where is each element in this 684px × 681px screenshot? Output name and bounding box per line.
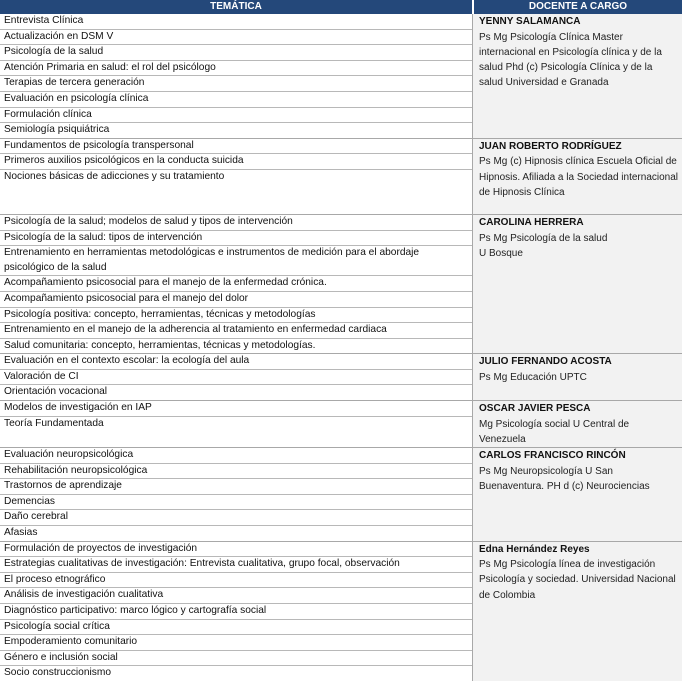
teacher-name: YENNY SALAMANCA (479, 16, 581, 27)
topics-cell (0, 542, 473, 681)
teacher-cell (473, 215, 682, 353)
topic-row: Primeros auxilios psicológicos en la conducta suicida (0, 154, 472, 170)
header-docente: DOCENTE A CARGO (528, 1, 628, 12)
topic-row: Acompañamiento psicosocial para el manejo del dolor (0, 292, 472, 308)
table-group (0, 448, 682, 542)
table-group (0, 14, 682, 139)
topics-cell (0, 215, 473, 353)
topic-row: Actualización en DSM V (0, 30, 472, 46)
teacher-credentials: Ps Mg Psicología de la salud U Bosque (479, 232, 608, 259)
topic-row: Psicología de la salud: tipos de intervención (0, 231, 472, 247)
teacher-cell (473, 354, 682, 400)
topic-row: Semiología psiquiátrica (4, 124, 110, 136)
topic-row: Valoración de CI (0, 370, 472, 386)
topics-cell (0, 354, 473, 400)
table-group (0, 139, 682, 215)
topic-row: El proceso etnográfico (0, 573, 472, 589)
topic-row: Salud comunitaria: concepto, herramientas, técnicas y metodologías. (4, 339, 316, 351)
topic-row: Evaluación neuropsicológica (0, 448, 472, 464)
header-tematica: TEMÁTICA (0, 0, 474, 14)
topic-row: Género e inclusión social (0, 651, 472, 667)
teacher-name: CAROLINA HERRERA (479, 216, 584, 228)
topic-row: Psicología social crítica (0, 620, 472, 636)
topic-row: Afasias (4, 527, 38, 539)
topic-row: Formulación clínica (0, 108, 472, 124)
table-group (0, 215, 682, 354)
teacher-credentials: Ps Mg Educación UPTC (479, 371, 587, 383)
topic-row: Formulación de proyectos de investigación (0, 542, 472, 558)
topics-cell (0, 139, 473, 214)
teacher-name: OSCAR JAVIER PESCA (479, 403, 591, 415)
topic-row: Trastornos de aprendizaje (0, 479, 472, 495)
topic-row: Orientación vocacional (4, 386, 108, 398)
topic-row: Psicología positiva: concepto, herramientas, técnicas y metodologías (0, 308, 472, 324)
teacher-name: Edna Hernández Reyes (479, 543, 590, 555)
table-group (0, 354, 682, 401)
topic-row: Evaluación en psicología clínica (0, 92, 472, 108)
teacher-credentials: Ps Mg Psicología Clínica Master internacional en Psicología clínica y de la salud Phd (c) Psicología Clínica y de la salud Universidad e Granada (479, 31, 662, 89)
table-group (0, 542, 682, 681)
topic-row: Estrategias cualitativas de investigación: Entrevista cualitativa, grupo focal, observación (0, 557, 472, 573)
topic-row: Entrenamiento en el manejo de la adherencia al tratamiento en enfermedad cardiaca (0, 323, 472, 339)
topic-row: Terapias de tercera generación (0, 76, 472, 92)
topic-row: Teoría Fundamentada (4, 417, 104, 429)
table-header (0, 0, 682, 14)
topic-row: Entrenamiento en herramientas metodológicas e instrumentos de medición para el abordaje psicológico de la salud (0, 246, 472, 276)
topic-row: Demencias (0, 495, 472, 511)
teacher-credentials: Ps Mg (c) Hipnosis clínica Escuela Oficial de Hipnosis. Afiliada a la Sociedad internacional de Hipnosis Clínica (479, 156, 679, 198)
teacher-cell (473, 401, 682, 447)
topic-row: Evaluación en el contexto escolar: la ecología del aula (0, 354, 472, 370)
topic-row: Modelos de investigación en IAP (0, 401, 472, 417)
topic-row: Rehabilitación neuropsicológica (0, 464, 472, 480)
topic-row: Socio construccionismo (4, 667, 112, 679)
topic-row: Acompañamiento psicosocial para el manejo de la enfermedad crónica. (0, 276, 472, 292)
topics-cell (0, 401, 473, 447)
teacher-credentials: Ps Mg Neuropsicología U San Buenaventura. PH d (c) Neurociencias (479, 465, 650, 492)
topics-cell (0, 448, 473, 541)
teacher-credentials: Ps Mg Psicología línea de investigación Psicología y sociedad. Universidad Nacional de Colombia (479, 559, 676, 601)
teacher-credentials: Mg Psicología social U Central de Venezuela (479, 418, 630, 445)
topic-row: Fundamentos de psicología transpersonal (0, 139, 472, 155)
teacher-name: JUAN ROBERTO RODRÍGUEZ (479, 140, 622, 152)
topic-row: Daño cerebral (0, 510, 472, 526)
topic-row: Entrevista Clínica (0, 14, 472, 30)
topic-row: Psicología de la salud (0, 45, 472, 61)
topic-row: Análisis de investigación cualitativa (0, 588, 472, 604)
teacher-name: CARLOS FRANCISCO RINCÓN (479, 450, 626, 462)
table-group (0, 401, 682, 448)
topic-row: Diagnóstico participativo: marco lógico y cartografía social (0, 604, 472, 620)
topic-row: Atención Primaria en salud: el rol del psicólogo (0, 61, 472, 77)
topic-row: Nociones básicas de adicciones y su tratamiento (4, 170, 225, 182)
teacher-cell (473, 139, 682, 214)
topic-row: Psicología de la salud; modelos de salud y tipos de intervención (0, 215, 472, 231)
topic-row: Empoderamiento comunitario (0, 635, 472, 651)
teacher-cell (473, 542, 682, 681)
teacher-cell (473, 448, 682, 541)
teacher-cell (473, 14, 682, 138)
teacher-name: JULIO FERNANDO ACOSTA (479, 356, 612, 368)
topics-cell (0, 14, 473, 138)
